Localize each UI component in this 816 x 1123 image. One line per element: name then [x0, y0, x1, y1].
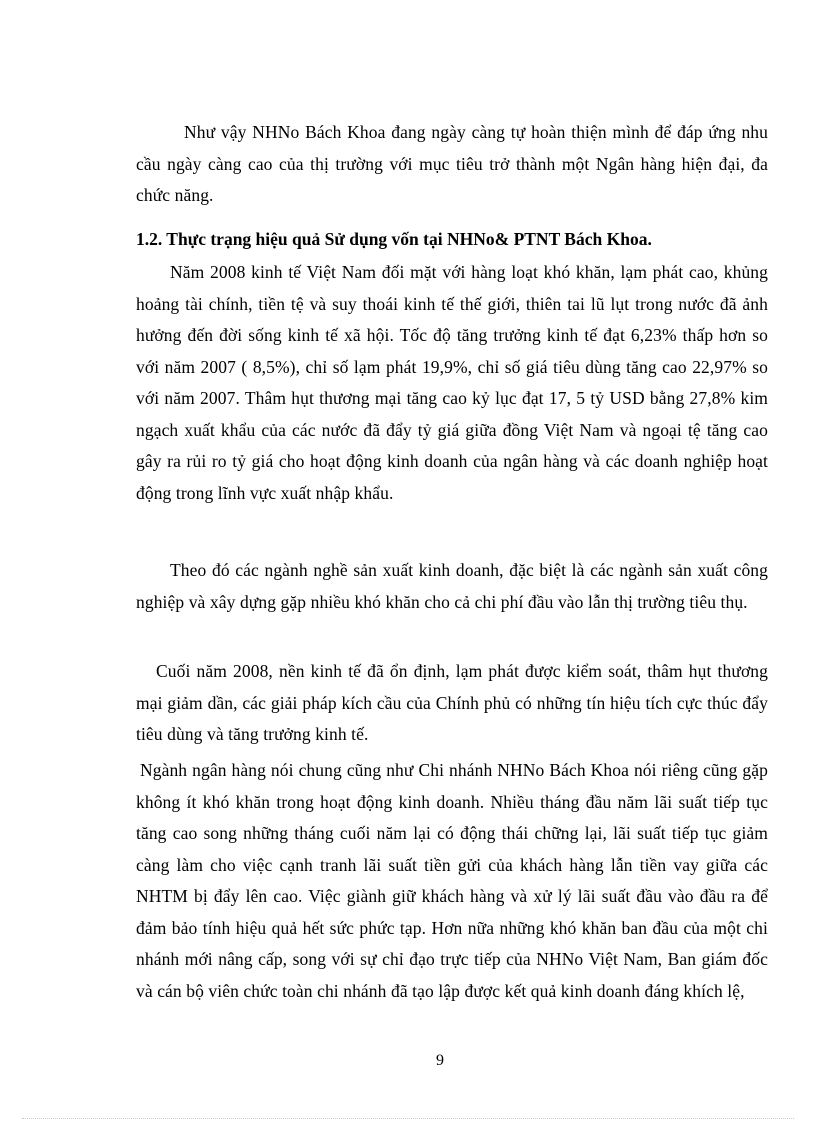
paragraph-industries: Theo đó các ngành nghề sản xuất kinh doanh, đặc biệt là các ngành sản xuất công nghiệp và xây dựng gặp nhiều khó khăn cho cả chi phí đầu vào lẫn thị trường tiêu thụ. [136, 560, 768, 612]
paragraph-economy-2008: Năm 2008 kinh tế Việt Nam đối mặt với hàng loạt khó khăn, lạm phát cao, khủng hoảng tài chính, tiền tệ và suy thoái kinh tế thế giới, thiên tai lũ lụt trong nước đã ảnh hưởng đến đời sống kinh tế xã hội. Tốc độ tăng trưởng kinh tế đạt 6,23% thấp hơn so với năm 2007 ( 8,5%), chỉ số lạm phát 19,9%, chỉ số giá tiêu dùng tăng cao 22,97% so với năm 2007. Thâm hụt thương mại tăng cao kỷ lục đạt 17, 5 tỷ USD bằng 27,8% kim ngạch xuất khẩu của các nước đã đẩy tỷ giá giữa đồng Việt Nam và ngoại tệ tăng cao gây ra rủi ro tỷ giá cho hoạt động kinh doanh của ngân hàng và các doanh nghiệp hoạt động trong lĩnh vực xuất nhập khẩu. [136, 262, 768, 503]
section-heading: 1.2. Thực trạng hiệu quả Sử dụng vốn tại NHNo& PTNT Bách Khoa. [136, 229, 652, 249]
paragraph-intro: Như vậy NHNo Bách Khoa đang ngày càng tự hoàn thiện mình để đáp ứng nhu cầu ngày càng cao của thị trường với mục tiêu trở thành một Ngân hàng hiện đại, đa chức năng. [136, 122, 768, 205]
paragraph-banking-sector: Ngành ngân hàng nói chung cũng như Chi nhánh NHNo Bách Khoa nói riêng cũng gặp không ít khó khăn trong hoạt động kinh doanh. Nhiều tháng đầu năm lãi suất tiếp tục tăng cao song những tháng cuối năm lại có động thái chững lại, lãi suất tiếp tục giảm càng làm cho việc cạnh tranh lãi suất tiền gửi của khách hàng lẫn tiền vay giữa các NHTM bị đẩy lên cao. Việc giành giữ khách hàng và xử lý lãi suất đầu vào đầu ra để đảm bảo tính hiệu quả hết sức phức tạp. Hơn nữa những khó khăn ban đầu của một chi nhánh mới nâng cấp, song với sự chỉ đạo trực tiếp của NHNo Việt Nam, Ban giám đốc và cán bộ viên chức toàn chi nhánh đã tạo lập được kết quả kinh doanh đáng khích lệ, [136, 760, 768, 1001]
page-number: 9 [436, 1052, 444, 1069]
paragraph-end-2008: Cuối năm 2008, nền kinh tế đã ổn định, lạm phát được kiểm soát, thâm hụt thương mại giảm dần, các giải pháp kích cầu của Chính phủ có những tín hiệu tích cực thúc đẩy tiêu dùng và tăng trưởng kinh tế. [136, 661, 768, 744]
footer-divider [22, 1118, 794, 1119]
